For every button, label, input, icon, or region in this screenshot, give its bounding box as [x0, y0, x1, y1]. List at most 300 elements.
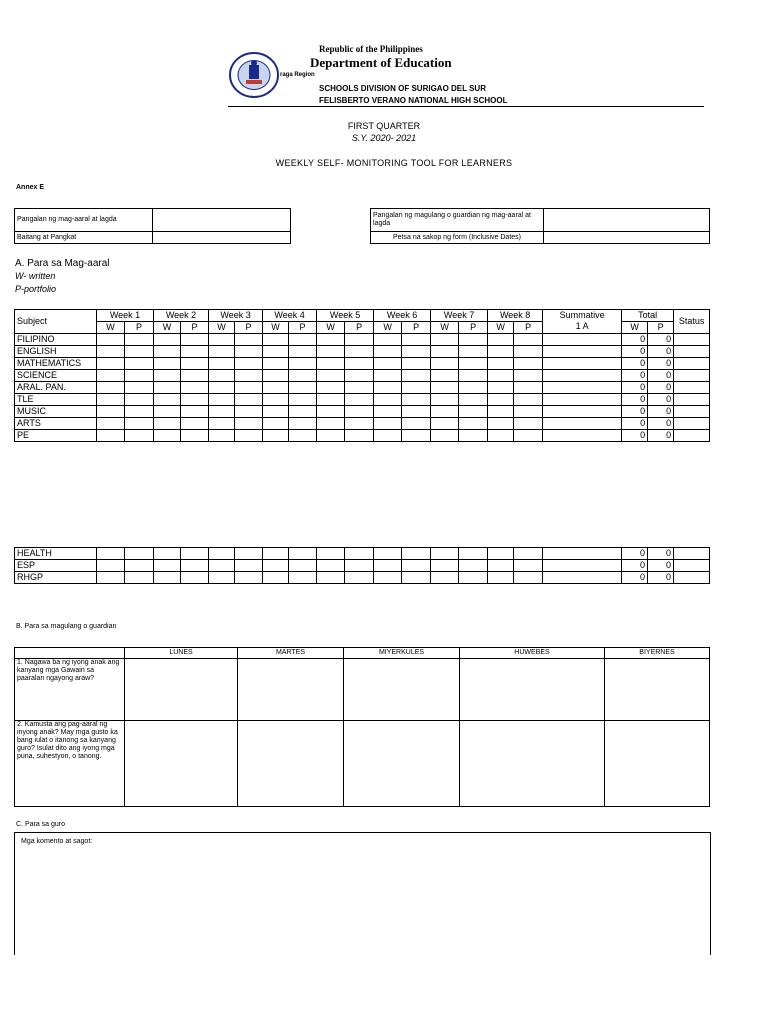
subject-row — [15, 430, 710, 442]
score-cell[interactable] — [235, 418, 263, 430]
score-cell[interactable] — [488, 358, 514, 370]
guardian-table — [14, 647, 710, 807]
score-cell[interactable] — [459, 334, 488, 346]
score-cell[interactable] — [402, 334, 431, 346]
score-cell[interactable] — [402, 430, 431, 442]
status-cell[interactable] — [674, 382, 710, 394]
score-cell[interactable] — [488, 548, 514, 560]
score-cell[interactable] — [317, 394, 345, 406]
total-w-cell: 0 — [622, 418, 648, 430]
subject-row — [15, 560, 710, 572]
score-cell[interactable] — [125, 394, 154, 406]
score-cell[interactable] — [431, 560, 459, 572]
score-cell[interactable] — [431, 548, 459, 560]
score-cell[interactable] — [125, 430, 154, 442]
score-cell[interactable] — [514, 548, 543, 560]
division-text: SCHOOLS DIVISION OF SURIGAO DEL SUR — [319, 84, 486, 93]
score-cell[interactable] — [374, 382, 402, 394]
score-cell[interactable] — [263, 418, 289, 430]
score-cell[interactable] — [402, 370, 431, 382]
score-cell[interactable] — [317, 382, 345, 394]
score-cell[interactable] — [289, 418, 317, 430]
score-cell[interactable] — [154, 394, 181, 406]
subject-row — [15, 406, 710, 418]
score-cell[interactable] — [181, 394, 209, 406]
subject-name: ENGLISH — [15, 346, 97, 358]
score-cell[interactable] — [181, 560, 209, 572]
score-cell[interactable] — [402, 560, 431, 572]
score-cell[interactable] — [514, 382, 543, 394]
subject-row — [15, 334, 710, 346]
grade-section-field[interactable] — [153, 232, 291, 244]
total-p-cell: 0 — [648, 334, 674, 346]
score-cell[interactable] — [374, 560, 402, 572]
score-cell[interactable] — [514, 572, 543, 584]
score-cell[interactable] — [97, 430, 125, 442]
summative-cell[interactable] — [543, 560, 622, 572]
score-cell[interactable] — [263, 394, 289, 406]
score-cell[interactable] — [181, 358, 209, 370]
score-cell[interactable] — [514, 394, 543, 406]
learner-name-label: Pangalan ng mag-aaral at lagda — [15, 209, 153, 232]
score-cell[interactable] — [263, 548, 289, 560]
total-p-cell: 0 — [648, 394, 674, 406]
total-w-cell: 0 — [622, 370, 648, 382]
total-p-cell: 0 — [648, 382, 674, 394]
day-lunes: LUNES — [125, 648, 238, 659]
score-cell[interactable] — [235, 358, 263, 370]
score-cell[interactable] — [431, 346, 459, 358]
p-header: P — [648, 322, 674, 334]
score-cell[interactable] — [459, 560, 488, 572]
subject-name: ESP — [15, 560, 97, 572]
score-cell[interactable] — [235, 334, 263, 346]
total-p-cell: 0 — [648, 418, 674, 430]
status-cell[interactable] — [674, 358, 710, 370]
day-biyernes: BIYERNES — [605, 648, 710, 659]
score-cell[interactable] — [263, 346, 289, 358]
score-cell[interactable] — [514, 370, 543, 382]
subject-name: TLE — [15, 394, 97, 406]
score-cell[interactable] — [374, 334, 402, 346]
status-cell[interactable] — [674, 560, 710, 572]
score-cell[interactable] — [235, 394, 263, 406]
score-cell[interactable] — [209, 418, 235, 430]
score-cell[interactable] — [235, 346, 263, 358]
status-cell[interactable] — [674, 418, 710, 430]
score-cell[interactable] — [402, 572, 431, 584]
score-cell[interactable] — [263, 370, 289, 382]
score-cell[interactable] — [181, 370, 209, 382]
score-cell[interactable] — [317, 430, 345, 442]
question-1: 1. Nagawa ba ng iyong anak ang kanyang mga Gawain sa paaralan ngayong araw? — [15, 659, 125, 721]
score-cell[interactable] — [97, 382, 125, 394]
score-cell[interactable] — [125, 572, 154, 584]
score-cell[interactable] — [345, 358, 374, 370]
score-cell[interactable] — [289, 572, 317, 584]
score-cell[interactable] — [488, 560, 514, 572]
total-w-cell: 0 — [622, 572, 648, 584]
grade-section-label: Baitang at Pangkat — [15, 232, 153, 244]
score-cell[interactable] — [125, 346, 154, 358]
score-cell[interactable] — [209, 382, 235, 394]
score-cell[interactable] — [317, 358, 345, 370]
score-cell[interactable] — [209, 370, 235, 382]
p-header: P — [402, 322, 431, 334]
score-cell[interactable] — [181, 430, 209, 442]
section-b-title: B. Para sa magulang o guardian — [16, 623, 117, 630]
score-cell[interactable] — [514, 560, 543, 572]
score-cell[interactable] — [181, 406, 209, 418]
score-cell[interactable] — [345, 334, 374, 346]
w-header: W — [431, 322, 459, 334]
score-cell[interactable] — [154, 406, 181, 418]
score-cell[interactable] — [431, 430, 459, 442]
score-cell[interactable] — [97, 334, 125, 346]
subject-name: PE — [15, 430, 97, 442]
score-cell[interactable] — [514, 358, 543, 370]
guardian-name-field[interactable] — [544, 209, 710, 232]
score-cell[interactable] — [125, 334, 154, 346]
q1-miyerkules-cell[interactable] — [344, 659, 460, 721]
score-cell[interactable] — [97, 560, 125, 572]
w-header: W — [263, 322, 289, 334]
score-cell[interactable] — [125, 560, 154, 572]
w-header: W — [209, 322, 235, 334]
score-cell[interactable] — [488, 370, 514, 382]
score-cell[interactable] — [488, 382, 514, 394]
score-cell[interactable] — [125, 382, 154, 394]
score-cell[interactable] — [97, 406, 125, 418]
legend-written: W- written — [15, 271, 56, 281]
score-cell[interactable] — [345, 406, 374, 418]
score-cell[interactable] — [459, 346, 488, 358]
score-cell[interactable] — [235, 406, 263, 418]
score-cell[interactable] — [154, 430, 181, 442]
score-cell[interactable] — [289, 406, 317, 418]
score-cell[interactable] — [374, 572, 402, 584]
q2-lunes-cell[interactable] — [125, 721, 238, 807]
score-cell[interactable] — [514, 334, 543, 346]
q2-miyerkules-cell[interactable] — [344, 721, 460, 807]
score-cell[interactable] — [317, 346, 345, 358]
score-cell[interactable] — [97, 572, 125, 584]
subject-row — [15, 358, 710, 370]
score-cell[interactable] — [154, 418, 181, 430]
score-cell[interactable] — [263, 382, 289, 394]
q2-biyernes-cell[interactable] — [605, 721, 710, 807]
score-cell[interactable] — [263, 572, 289, 584]
summative-cell[interactable] — [543, 358, 622, 370]
p-header: P — [235, 322, 263, 334]
score-cell[interactable] — [125, 548, 154, 560]
score-cell[interactable] — [235, 430, 263, 442]
score-cell[interactable] — [488, 572, 514, 584]
score-cell[interactable] — [181, 382, 209, 394]
total-p-cell: 0 — [648, 370, 674, 382]
week-header: Week 8 — [488, 310, 543, 322]
section-c-title: C. Para sa guro — [16, 821, 66, 828]
score-cell[interactable] — [374, 358, 402, 370]
score-cell[interactable] — [345, 560, 374, 572]
learner-info-table — [14, 208, 291, 244]
score-cell[interactable] — [181, 346, 209, 358]
score-cell[interactable] — [154, 560, 181, 572]
score-cell[interactable] — [345, 548, 374, 560]
score-cell[interactable] — [488, 394, 514, 406]
score-cell[interactable] — [317, 406, 345, 418]
score-cell[interactable] — [235, 572, 263, 584]
teacher-comments-box[interactable] — [14, 832, 711, 955]
score-cell[interactable] — [345, 370, 374, 382]
score-cell[interactable] — [345, 382, 374, 394]
date-range-field[interactable] — [544, 232, 710, 244]
score-cell[interactable] — [97, 370, 125, 382]
q2-martes-cell[interactable] — [238, 721, 344, 807]
score-cell[interactable] — [317, 548, 345, 560]
score-cell[interactable] — [154, 382, 181, 394]
subject-row — [15, 572, 710, 584]
total-p-cell: 0 — [648, 406, 674, 418]
score-cell[interactable] — [125, 370, 154, 382]
score-cell[interactable] — [402, 406, 431, 418]
score-cell[interactable] — [402, 418, 431, 430]
guardian-name-label: Pangalan ng magulang o guardian ng mag-aaral at lagda — [371, 209, 544, 232]
score-cell[interactable] — [488, 406, 514, 418]
score-cell[interactable] — [514, 346, 543, 358]
score-cell[interactable] — [345, 346, 374, 358]
score-cell[interactable] — [181, 548, 209, 560]
score-cell[interactable] — [125, 406, 154, 418]
score-cell[interactable] — [125, 358, 154, 370]
comments-label: Mga komento at sagot: — [21, 838, 93, 845]
summative-cell[interactable] — [543, 548, 622, 560]
score-cell[interactable] — [97, 358, 125, 370]
score-cell[interactable] — [97, 346, 125, 358]
score-cell[interactable] — [459, 418, 488, 430]
status-cell[interactable] — [674, 334, 710, 346]
score-cell[interactable] — [289, 394, 317, 406]
p-header: P — [459, 322, 488, 334]
subject-name: RHGP — [15, 572, 97, 584]
score-cell[interactable] — [374, 406, 402, 418]
summative-cell[interactable] — [543, 370, 622, 382]
score-cell[interactable] — [431, 572, 459, 584]
summative-cell[interactable] — [543, 382, 622, 394]
status-cell[interactable] — [674, 406, 710, 418]
score-cell[interactable] — [488, 430, 514, 442]
week-header: Week 2 — [154, 310, 209, 322]
score-cell[interactable] — [488, 334, 514, 346]
guardian-table-corner — [15, 648, 125, 659]
subject-header: Subject — [15, 310, 97, 334]
score-cell[interactable] — [289, 430, 317, 442]
week-header: Week 7 — [431, 310, 488, 322]
score-cell[interactable] — [431, 394, 459, 406]
score-cell[interactable] — [488, 418, 514, 430]
score-cell[interactable] — [209, 430, 235, 442]
status-cell[interactable] — [674, 346, 710, 358]
score-cell[interactable] — [263, 334, 289, 346]
summative-cell[interactable] — [543, 418, 622, 430]
status-cell[interactable] — [674, 548, 710, 560]
score-cell[interactable] — [345, 418, 374, 430]
score-cell[interactable] — [374, 346, 402, 358]
score-cell[interactable] — [459, 382, 488, 394]
score-cell[interactable] — [235, 382, 263, 394]
score-cell[interactable] — [431, 418, 459, 430]
section-a-title: A. Para sa Mag-aaral — [15, 258, 110, 269]
score-cell[interactable] — [289, 334, 317, 346]
question-2: 2. Kamusta ang pag-aaral ng inyong anak? May mga gusto ka bang iulat o itanong sa kanyang guro? Isulat dito ang iyong mga puna, suhestyon, o tanong. — [15, 721, 125, 807]
score-cell[interactable] — [97, 394, 125, 406]
score-cell[interactable] — [431, 358, 459, 370]
score-cell[interactable] — [431, 406, 459, 418]
q2-huwebes-cell[interactable] — [460, 721, 605, 807]
score-cell[interactable] — [514, 430, 543, 442]
subject-name: ARTS — [15, 418, 97, 430]
score-cell[interactable] — [488, 346, 514, 358]
score-cell[interactable] — [125, 418, 154, 430]
score-cell[interactable] — [97, 548, 125, 560]
score-cell[interactable] — [459, 358, 488, 370]
score-cell[interactable] — [345, 572, 374, 584]
score-cell[interactable] — [431, 334, 459, 346]
q1-huwebes-cell[interactable] — [460, 659, 605, 721]
total-w-cell: 0 — [622, 358, 648, 370]
status-cell[interactable] — [674, 572, 710, 584]
total-p-cell: 0 — [648, 430, 674, 442]
q1-martes-cell[interactable] — [238, 659, 344, 721]
summative-cell[interactable] — [543, 346, 622, 358]
score-cell[interactable] — [459, 406, 488, 418]
total-w-cell: 0 — [622, 382, 648, 394]
score-cell[interactable] — [154, 358, 181, 370]
score-cell[interactable] — [154, 572, 181, 584]
score-cell[interactable] — [235, 548, 263, 560]
score-cell[interactable] — [317, 334, 345, 346]
total-w-cell: 0 — [622, 430, 648, 442]
q1-lunes-cell[interactable] — [125, 659, 238, 721]
score-cell[interactable] — [263, 406, 289, 418]
subject-row — [15, 394, 710, 406]
score-cell[interactable] — [209, 572, 235, 584]
score-cell[interactable] — [514, 406, 543, 418]
score-cell[interactable] — [154, 370, 181, 382]
score-cell[interactable] — [263, 430, 289, 442]
score-cell[interactable] — [459, 430, 488, 442]
score-cell[interactable] — [317, 572, 345, 584]
score-cell[interactable] — [209, 394, 235, 406]
score-cell[interactable] — [181, 572, 209, 584]
date-range-label: Petsa na sakop ng form (Inclusive Dates) — [371, 232, 544, 244]
score-cell[interactable] — [209, 334, 235, 346]
score-cell[interactable] — [317, 370, 345, 382]
score-cell[interactable] — [374, 370, 402, 382]
score-cell[interactable] — [317, 418, 345, 430]
score-cell[interactable] — [181, 418, 209, 430]
p-header: P — [125, 322, 154, 334]
score-cell[interactable] — [209, 548, 235, 560]
score-cell[interactable] — [289, 358, 317, 370]
guardian-info-table — [370, 208, 710, 244]
score-cell[interactable] — [374, 430, 402, 442]
score-cell[interactable] — [154, 548, 181, 560]
score-cell[interactable] — [431, 382, 459, 394]
score-cell[interactable] — [289, 346, 317, 358]
status-cell[interactable] — [674, 394, 710, 406]
status-cell[interactable] — [674, 370, 710, 382]
score-cell[interactable] — [514, 418, 543, 430]
total-p-cell: 0 — [648, 548, 674, 560]
score-cell[interactable] — [459, 370, 488, 382]
p-header: P — [289, 322, 317, 334]
summative-header — [543, 310, 622, 334]
score-cell[interactable] — [289, 548, 317, 560]
score-cell[interactable] — [289, 370, 317, 382]
score-cell[interactable] — [459, 572, 488, 584]
summative-cell[interactable] — [543, 572, 622, 584]
score-cell[interactable] — [374, 418, 402, 430]
score-cell[interactable] — [402, 346, 431, 358]
subject-row — [15, 370, 710, 382]
week-header: Week 1 — [97, 310, 154, 322]
total-header: Total — [622, 310, 674, 322]
status-cell[interactable] — [674, 430, 710, 442]
score-cell[interactable] — [374, 548, 402, 560]
score-cell[interactable] — [402, 394, 431, 406]
learner-name-field[interactable] — [153, 209, 291, 232]
score-cell[interactable] — [209, 560, 235, 572]
total-w-cell: 0 — [622, 394, 648, 406]
score-cell[interactable] — [345, 430, 374, 442]
score-cell[interactable] — [402, 548, 431, 560]
summative-cell[interactable] — [543, 334, 622, 346]
score-cell[interactable] — [402, 382, 431, 394]
score-cell[interactable] — [263, 560, 289, 572]
score-cell[interactable] — [97, 418, 125, 430]
score-cell[interactable] — [209, 358, 235, 370]
score-cell[interactable] — [402, 358, 431, 370]
week-header: Week 4 — [263, 310, 317, 322]
score-cell[interactable] — [317, 560, 345, 572]
score-cell[interactable] — [181, 334, 209, 346]
republic-text: Republic of the Philippines — [319, 44, 423, 54]
summative-cell[interactable] — [543, 394, 622, 406]
q1-biyernes-cell[interactable] — [605, 659, 710, 721]
score-cell[interactable] — [289, 382, 317, 394]
score-cell[interactable] — [235, 560, 263, 572]
score-cell[interactable] — [459, 394, 488, 406]
score-cell[interactable] — [345, 394, 374, 406]
score-cell[interactable] — [154, 346, 181, 358]
total-w-cell: 0 — [622, 560, 648, 572]
score-cell[interactable] — [154, 334, 181, 346]
week-header: Week 6 — [374, 310, 431, 322]
score-cell[interactable] — [235, 370, 263, 382]
summative-cell[interactable] — [543, 430, 622, 442]
score-cell[interactable] — [209, 406, 235, 418]
score-cell[interactable] — [374, 394, 402, 406]
score-cell[interactable] — [263, 358, 289, 370]
score-cell[interactable] — [209, 346, 235, 358]
summative-cell[interactable] — [543, 406, 622, 418]
score-cell[interactable] — [459, 548, 488, 560]
day-huwebes: HUWEBES — [460, 648, 605, 659]
score-cell[interactable] — [289, 560, 317, 572]
w-header: W — [488, 322, 514, 334]
score-cell[interactable] — [431, 370, 459, 382]
